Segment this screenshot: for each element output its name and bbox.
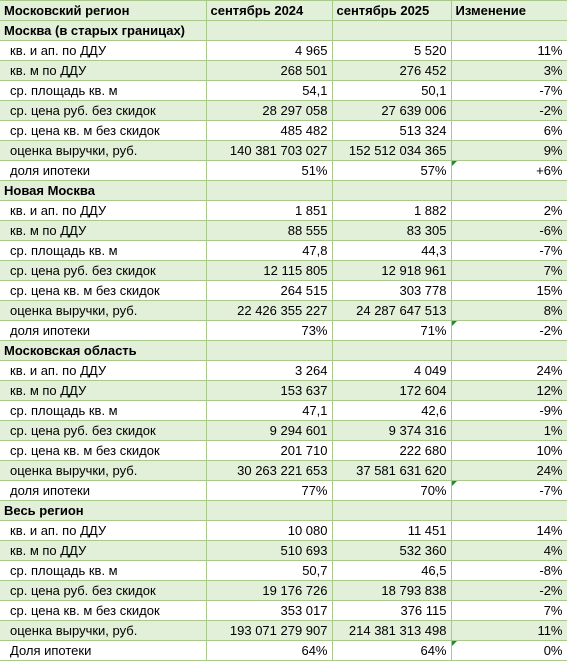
cell-sep-2024[interactable]: 193 071 279 907: [206, 621, 332, 641]
cell-sep-2025[interactable]: 9 374 316: [332, 421, 451, 441]
cell-change[interactable]: -2%: [451, 581, 567, 601]
cell-metric[interactable]: доля ипотеки: [0, 321, 206, 341]
cell-sep-2025[interactable]: 71%: [332, 321, 451, 341]
cell-metric[interactable]: Доля ипотеки: [0, 641, 206, 661]
cell-sep-2025[interactable]: 27 639 006: [332, 101, 451, 121]
cell-sep-2025[interactable]: 1 882: [332, 201, 451, 221]
table-row: [0, 581, 567, 601]
table-row: [0, 381, 567, 401]
cell-sep-2024[interactable]: 88 555: [206, 221, 332, 241]
table-row: [0, 221, 567, 241]
table-row: [0, 401, 567, 421]
cell-metric[interactable]: кв. и ап. по ДДУ: [0, 201, 206, 221]
cell-sep-2025[interactable]: 18 793 838: [332, 581, 451, 601]
cell-change[interactable]: 24%: [451, 361, 567, 381]
cell-sep-2025[interactable]: 44,3: [332, 241, 451, 261]
cell-sep-2025[interactable]: 24 287 647 513: [332, 301, 451, 321]
cell-metric[interactable]: оценка выручки, руб.: [0, 141, 206, 161]
table-row: [0, 301, 567, 321]
cell-sep-2024[interactable]: 30 263 221 653: [206, 461, 332, 481]
table-row: [0, 41, 567, 61]
table-row: [0, 81, 567, 101]
cell-change[interactable]: 10%: [451, 441, 567, 461]
cell-change[interactable]: 4%: [451, 541, 567, 561]
cell-marker-icon: [452, 481, 457, 486]
cell-sep-2024[interactable]: 510 693: [206, 541, 332, 561]
cell-metric[interactable]: кв. и ап. по ДДУ: [0, 521, 206, 541]
cell-metric[interactable]: доля ипотеки: [0, 481, 206, 501]
header-cell-sep-2024[interactable]: сентябрь 2024: [206, 1, 332, 21]
cell-change[interactable]: -2%: [451, 321, 567, 341]
cell-sep-2024[interactable]: 4 965: [206, 41, 332, 61]
section-row: [0, 181, 567, 201]
cell-metric[interactable]: ср. цена руб. без скидок: [0, 581, 206, 601]
cell-metric[interactable]: ср. цена кв. м без скидок: [0, 441, 206, 461]
cell-change[interactable]: -7%: [451, 481, 567, 501]
cell-metric[interactable]: кв. м по ДДУ: [0, 541, 206, 561]
section-empty-cell[interactable]: [332, 341, 451, 361]
cell-sep-2025[interactable]: 276 452: [332, 61, 451, 81]
section-empty-cell[interactable]: [206, 341, 332, 361]
header-cell-change[interactable]: Изменение: [451, 1, 567, 21]
cell-sep-2025[interactable]: 64%: [332, 641, 451, 661]
cell-metric[interactable]: ср. площадь кв. м: [0, 241, 206, 261]
section-empty-cell[interactable]: [206, 501, 332, 521]
cell-sep-2024[interactable]: 12 115 805: [206, 261, 332, 281]
cell-sep-2025[interactable]: 42,6: [332, 401, 451, 421]
section-empty-cell[interactable]: [451, 181, 567, 201]
section-row: [0, 341, 567, 361]
cell-sep-2024[interactable]: 3 264: [206, 361, 332, 381]
cell-sep-2024[interactable]: 1 851: [206, 201, 332, 221]
cell-change[interactable]: 7%: [451, 261, 567, 281]
cell-change[interactable]: 3%: [451, 61, 567, 81]
cell-sep-2024[interactable]: 153 637: [206, 381, 332, 401]
cell-metric[interactable]: ср. площадь кв. м: [0, 401, 206, 421]
cell-sep-2024[interactable]: 9 294 601: [206, 421, 332, 441]
cell-sep-2025[interactable]: 70%: [332, 481, 451, 501]
cell-metric[interactable]: оценка выручки, руб.: [0, 301, 206, 321]
table-row: [0, 241, 567, 261]
cell-change[interactable]: 9%: [451, 141, 567, 161]
table-row: [0, 321, 567, 341]
cell-change[interactable]: -7%: [451, 241, 567, 261]
section-empty-cell[interactable]: [332, 501, 451, 521]
cell-change[interactable]: -6%: [451, 221, 567, 241]
cell-sep-2025[interactable]: 37 581 631 620: [332, 461, 451, 481]
table-row: [0, 121, 567, 141]
cell-sep-2025[interactable]: 152 512 034 365: [332, 141, 451, 161]
cell-marker-icon: [452, 641, 457, 646]
cell-change[interactable]: 8%: [451, 301, 567, 321]
cell-metric[interactable]: доля ипотеки: [0, 161, 206, 181]
cell-change[interactable]: 12%: [451, 381, 567, 401]
cell-metric[interactable]: оценка выручки, руб.: [0, 621, 206, 641]
cell-sep-2024[interactable]: 201 710: [206, 441, 332, 461]
section-empty-cell[interactable]: [451, 21, 567, 41]
cell-change[interactable]: +6%: [451, 161, 567, 181]
section-empty-cell[interactable]: [206, 181, 332, 201]
section-empty-cell[interactable]: [332, 21, 451, 41]
cell-sep-2025[interactable]: 11 451: [332, 521, 451, 541]
cell-sep-2024[interactable]: 77%: [206, 481, 332, 501]
header-row: [0, 1, 567, 21]
cell-sep-2025[interactable]: 513 324: [332, 121, 451, 141]
cell-sep-2024[interactable]: 22 426 355 227: [206, 301, 332, 321]
cell-sep-2025[interactable]: 172 604: [332, 381, 451, 401]
cell-sep-2024[interactable]: 268 501: [206, 61, 332, 81]
table-row: [0, 601, 567, 621]
table-row: [0, 61, 567, 81]
cell-change[interactable]: -9%: [451, 401, 567, 421]
cell-change[interactable]: 1%: [451, 421, 567, 441]
cell-sep-2024[interactable]: 47,8: [206, 241, 332, 261]
section-row: [0, 21, 567, 41]
table-row: [0, 481, 567, 501]
cell-metric[interactable]: ср. цена руб. без скидок: [0, 101, 206, 121]
cell-sep-2024[interactable]: 73%: [206, 321, 332, 341]
cell-metric[interactable]: ср. цена кв. м без скидок: [0, 121, 206, 141]
cell-sep-2024[interactable]: 10 080: [206, 521, 332, 541]
section-title[interactable]: Московская область: [0, 341, 206, 361]
cell-change[interactable]: -8%: [451, 561, 567, 581]
cell-marker-icon: [452, 321, 457, 326]
cell-sep-2025[interactable]: 214 381 313 498: [332, 621, 451, 641]
cell-sep-2025[interactable]: 222 680: [332, 441, 451, 461]
cell-metric[interactable]: ср. цена кв. м без скидок: [0, 601, 206, 621]
table-row: [0, 201, 567, 221]
cell-metric[interactable]: кв. и ап. по ДДУ: [0, 361, 206, 381]
cell-sep-2025[interactable]: 5 520: [332, 41, 451, 61]
cell-sep-2025[interactable]: 376 115: [332, 601, 451, 621]
cell-change[interactable]: -7%: [451, 81, 567, 101]
table-row: [0, 561, 567, 581]
cell-change[interactable]: 14%: [451, 521, 567, 541]
table-row: [0, 101, 567, 121]
table-row: [0, 281, 567, 301]
cell-sep-2025[interactable]: 4 049: [332, 361, 451, 381]
cell-sep-2024[interactable]: 264 515: [206, 281, 332, 301]
cell-metric[interactable]: кв. м по ДДУ: [0, 221, 206, 241]
section-title[interactable]: Москва (в старых границах): [0, 21, 206, 41]
section-title[interactable]: Весь регион: [0, 501, 206, 521]
cell-sep-2025[interactable]: 46,5: [332, 561, 451, 581]
header-cell-region[interactable]: Московский регион: [0, 1, 206, 21]
cell-sep-2024[interactable]: 353 017: [206, 601, 332, 621]
table-row: [0, 361, 567, 381]
cell-sep-2024[interactable]: 47,1: [206, 401, 332, 421]
section-empty-cell[interactable]: [451, 341, 567, 361]
cell-sep-2024[interactable]: 485 482: [206, 121, 332, 141]
cell-change[interactable]: 11%: [451, 621, 567, 641]
section-empty-cell[interactable]: [332, 181, 451, 201]
table-row: [0, 461, 567, 481]
cell-metric[interactable]: ср. площадь кв. м: [0, 81, 206, 101]
cell-sep-2025[interactable]: 532 360: [332, 541, 451, 561]
table-row: [0, 541, 567, 561]
cell-sep-2024[interactable]: 64%: [206, 641, 332, 661]
cell-metric[interactable]: ср. площадь кв. м: [0, 561, 206, 581]
cell-sep-2025[interactable]: 57%: [332, 161, 451, 181]
cell-change[interactable]: 6%: [451, 121, 567, 141]
section-empty-cell[interactable]: [206, 21, 332, 41]
section-row: [0, 501, 567, 521]
cell-metric[interactable]: ср. цена руб. без скидок: [0, 261, 206, 281]
table-row: [0, 441, 567, 461]
cell-sep-2024[interactable]: 54,1: [206, 81, 332, 101]
cell-sep-2024[interactable]: 50,7: [206, 561, 332, 581]
cell-sep-2024[interactable]: 28 297 058: [206, 101, 332, 121]
section-title[interactable]: Новая Москва: [0, 181, 206, 201]
cell-change[interactable]: -2%: [451, 101, 567, 121]
cell-marker-icon: [452, 161, 457, 166]
cell-change[interactable]: 24%: [451, 461, 567, 481]
cell-metric[interactable]: кв. и ап. по ДДУ: [0, 41, 206, 61]
table-row: [0, 261, 567, 281]
table-row: [0, 621, 567, 641]
cell-sep-2025[interactable]: 50,1: [332, 81, 451, 101]
cell-sep-2024[interactable]: 19 176 726: [206, 581, 332, 601]
cell-metric[interactable]: ср. цена кв. м без скидок: [0, 281, 206, 301]
cell-sep-2025[interactable]: 12 918 961: [332, 261, 451, 281]
cell-sep-2024[interactable]: 140 381 703 027: [206, 141, 332, 161]
cell-change[interactable]: 2%: [451, 201, 567, 221]
cell-change[interactable]: 0%: [451, 641, 567, 661]
cell-metric[interactable]: кв. м по ДДУ: [0, 381, 206, 401]
cell-metric[interactable]: оценка выручки, руб.: [0, 461, 206, 481]
cell-sep-2025[interactable]: 83 305: [332, 221, 451, 241]
cell-sep-2024[interactable]: 51%: [206, 161, 332, 181]
section-empty-cell[interactable]: [451, 501, 567, 521]
cell-change[interactable]: 15%: [451, 281, 567, 301]
table-row: [0, 161, 567, 181]
table-row: [0, 141, 567, 161]
header-cell-sep-2025[interactable]: сентябрь 2025: [332, 1, 451, 21]
cell-change[interactable]: 11%: [451, 41, 567, 61]
table-row: [0, 421, 567, 441]
cell-change[interactable]: 7%: [451, 601, 567, 621]
cell-metric[interactable]: ср. цена руб. без скидок: [0, 421, 206, 441]
cell-metric[interactable]: кв. м по ДДУ: [0, 61, 206, 81]
cell-sep-2025[interactable]: 303 778: [332, 281, 451, 301]
table-row: [0, 521, 567, 541]
